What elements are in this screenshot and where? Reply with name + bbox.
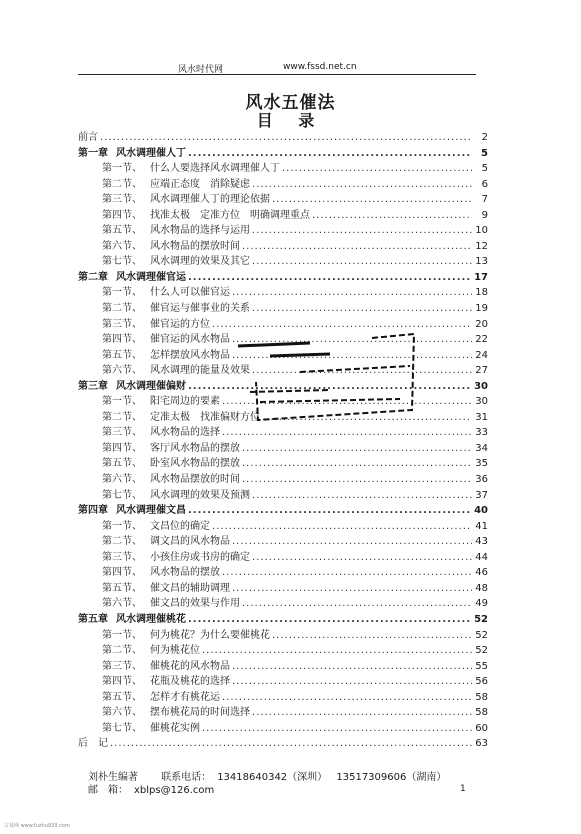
toc-row-section xyxy=(78,208,488,224)
toc-number: 第四章 xyxy=(78,505,108,517)
toc-page-number: 49 xyxy=(475,598,488,610)
toc-leader-dots xyxy=(312,208,472,224)
toc-row-section xyxy=(78,192,488,208)
toc-title: 应端正态度 消除疑虑 xyxy=(150,178,250,190)
toc-title: 风水物品的摆放 xyxy=(150,567,220,579)
toc-page-number: 9 xyxy=(481,209,488,221)
toc-title: 催桃花实例 xyxy=(150,722,200,734)
toc-number: 第四节、 xyxy=(102,567,142,579)
toc-row-section xyxy=(78,534,488,550)
toc-row-section xyxy=(78,161,488,177)
toc-page-number: 37 xyxy=(475,489,488,501)
toc-row-section xyxy=(78,177,488,193)
toc-leader-dots xyxy=(110,736,472,752)
running-header xyxy=(78,62,476,75)
email-address: xblps@126.com xyxy=(134,785,215,796)
toc-leader-dots xyxy=(212,519,472,535)
toc-leader-dots xyxy=(272,628,472,644)
toc-leader-dots xyxy=(252,550,472,566)
toc-row-section xyxy=(78,285,488,301)
toc-page-number: 35 xyxy=(475,458,488,470)
toc-number: 第七节、 xyxy=(102,489,142,501)
toc-row-chapter xyxy=(78,379,488,395)
toc-row-section xyxy=(78,348,488,364)
toc-title: 催官运的方位 xyxy=(150,318,210,330)
toc-row-section xyxy=(78,628,488,644)
toc-number: 第三节、 xyxy=(102,194,142,206)
toc-title: 什么人要选择风水调理催人丁 xyxy=(150,163,280,175)
toc-row-section xyxy=(78,456,488,472)
toc-row-section xyxy=(78,332,488,348)
toc-row-section xyxy=(78,317,488,333)
toc-leader-dots xyxy=(252,363,472,379)
footer-email-line xyxy=(88,781,220,796)
toc-title: 前言 xyxy=(78,132,98,143)
toc-row-section xyxy=(78,519,488,535)
toc-number: 第二章 xyxy=(78,271,108,283)
toc-title: 风水调理催偏财 xyxy=(116,380,186,392)
toc-title: 风水调理催人丁的理论依据 xyxy=(150,194,270,206)
toc-number: 第六节、 xyxy=(102,707,142,719)
toc-title: 催官运与催事业的关系 xyxy=(150,303,250,315)
toc-number: 第三节、 xyxy=(102,318,142,330)
toc-page-number: 43 xyxy=(475,536,488,548)
toc-page-number: 60 xyxy=(475,722,488,734)
toc-leader-dots xyxy=(222,394,472,410)
toc-leader-dots xyxy=(100,130,472,146)
email-label: 邮 箱： xyxy=(88,785,128,796)
toc-page-number: 58 xyxy=(475,691,488,703)
phone-hunan: 13517309606（湖南） xyxy=(336,772,447,783)
toc-page-number: 40 xyxy=(474,505,488,517)
toc-number: 第二节、 xyxy=(102,645,142,657)
toc-page-number: 27 xyxy=(475,365,488,377)
toc-page-number: 36 xyxy=(475,474,488,486)
toc-leader-dots xyxy=(188,379,472,395)
toc-page-number: 18 xyxy=(475,287,488,299)
toc-row-chapter xyxy=(78,270,488,286)
toc-number: 第六节、 xyxy=(102,598,142,610)
toc-leader-dots xyxy=(252,488,472,504)
toc-number: 第四节、 xyxy=(102,334,142,346)
toc-number: 第三节、 xyxy=(102,660,142,672)
toc-page-number: 44 xyxy=(475,551,488,563)
toc-row-section xyxy=(78,690,488,706)
site-url: www.fssd.net.cn xyxy=(283,62,357,72)
toc-number: 第一节、 xyxy=(102,163,142,175)
toc-leader-dots xyxy=(252,254,472,270)
toc-number: 第三节、 xyxy=(102,427,142,439)
toc-number: 第三章 xyxy=(78,380,108,392)
phone-label: 联系电话： xyxy=(161,772,212,783)
toc-row-section xyxy=(78,410,488,426)
toc-leader-dots xyxy=(282,161,472,177)
toc-leader-dots xyxy=(242,472,472,488)
toc-title: 风水物品的选择与运用 xyxy=(150,225,250,237)
site-name: 风水时代网 xyxy=(178,65,224,75)
toc-title: 花瓶及桃花的选择 xyxy=(150,676,230,688)
toc-title: 风水调理的效果及其它 xyxy=(150,256,250,268)
toc-page-number: 52 xyxy=(475,645,488,657)
toc-leader-dots xyxy=(188,146,472,162)
toc-leader-dots xyxy=(232,332,472,348)
toc-title: 风水调理的能量及效果 xyxy=(150,365,250,377)
toc-row-section xyxy=(78,441,488,457)
toc-title: 催文昌的辅助调理 xyxy=(150,582,230,594)
toc-row-preface xyxy=(78,130,488,146)
toc-number: 第六节、 xyxy=(102,474,142,486)
toc-row-section xyxy=(78,705,488,721)
toc-title: 风水物品的选择 xyxy=(150,427,220,439)
toc-number: 第三节、 xyxy=(102,551,142,563)
toc-number: 第二节、 xyxy=(102,303,142,315)
toc-row-section xyxy=(78,472,488,488)
toc-page-number: 13 xyxy=(475,256,488,268)
toc-number: 第一章 xyxy=(78,147,108,159)
toc-page-number: 19 xyxy=(475,303,488,315)
toc-title: 摆布桃花局的时间选择 xyxy=(150,707,250,719)
toc-row-section xyxy=(78,363,488,379)
toc-leader-dots xyxy=(252,301,472,317)
toc-title: 卧室风水物品的摆放 xyxy=(150,458,240,470)
toc-title: 催桃花的风水物品 xyxy=(150,660,230,672)
toc-leader-dots xyxy=(202,721,472,737)
toc-title: 调文昌的风水物品 xyxy=(150,536,230,548)
toc-title: 催官运的风水物品 xyxy=(150,334,230,346)
toc-page-number: 58 xyxy=(475,707,488,719)
toc-title: 风水调理催文昌 xyxy=(116,505,186,517)
toc-page-number: 10 xyxy=(475,225,488,237)
toc-number: 第六节、 xyxy=(102,240,142,252)
toc-leader-dots xyxy=(222,565,472,581)
toc-number: 第二节、 xyxy=(102,178,142,190)
toc-row-section xyxy=(78,488,488,504)
toc-number: 第二节、 xyxy=(102,411,142,423)
toc-number: 第五节、 xyxy=(102,225,142,237)
toc-row-section xyxy=(78,721,488,737)
toc-page-number: 30 xyxy=(475,396,488,408)
toc-title: 风水调理催官运 xyxy=(116,271,186,283)
toc-page-number: 41 xyxy=(475,520,488,532)
toc-title: 催文昌的效果与作用 xyxy=(150,598,240,610)
toc-leader-dots xyxy=(252,177,472,193)
toc-page-number: 52 xyxy=(475,629,488,641)
toc-number: 第四节、 xyxy=(102,442,142,454)
toc-page-number: 33 xyxy=(475,427,488,439)
toc-leader-dots xyxy=(232,581,472,597)
toc-leader-dots xyxy=(232,348,472,364)
toc-title: 客厅风水物品的摆放 xyxy=(150,442,240,454)
toc-number: 第七节、 xyxy=(102,256,142,268)
toc-number: 第七节、 xyxy=(102,722,142,734)
toc-number: 第一节、 xyxy=(102,396,142,408)
toc-number: 第五节、 xyxy=(102,458,142,470)
toc-page-number: 46 xyxy=(475,567,488,579)
toc-leader-dots xyxy=(222,425,472,441)
toc-title: 找准太极 定准方位 明确调理重点 xyxy=(150,209,310,221)
toc-row-section xyxy=(78,674,488,690)
toc-row-section xyxy=(78,301,488,317)
toc-page-number: 22 xyxy=(475,334,488,346)
toc-leader-dots xyxy=(188,270,472,286)
toc-leader-dots xyxy=(252,705,472,721)
toc-row-chapter xyxy=(78,146,488,162)
toc-page-number: 63 xyxy=(475,738,488,750)
toc-row-section xyxy=(78,550,488,566)
toc-page-number: 48 xyxy=(475,582,488,594)
toc-number: 第四节、 xyxy=(102,676,142,688)
toc-number: 第四节、 xyxy=(102,209,142,221)
toc-title: 怎样才有桃花运 xyxy=(150,691,220,703)
toc-leader-dots xyxy=(222,690,472,706)
toc-leader-dots xyxy=(242,596,472,612)
toc-leader-dots xyxy=(212,317,472,333)
toc-row-section xyxy=(78,254,488,270)
toc-title: 定准太极 找准偏财方位 xyxy=(150,411,260,423)
toc-row-section xyxy=(78,394,488,410)
toc-row-afterword xyxy=(78,736,488,752)
table-of-contents xyxy=(78,130,488,752)
toc-title: 文昌位的确定 xyxy=(150,520,210,532)
toc-page-number: 34 xyxy=(475,442,488,454)
toc-title: 何为桃花位 xyxy=(150,645,200,657)
toc-row-section xyxy=(78,581,488,597)
toc-leader-dots xyxy=(232,659,472,675)
toc-page-number: 30 xyxy=(474,380,488,392)
toc-leader-dots xyxy=(242,441,472,457)
toc-heading: 目 录 xyxy=(256,111,325,130)
toc-row-section xyxy=(78,565,488,581)
toc-number: 第五节、 xyxy=(102,691,142,703)
toc-title: 风水调理催人丁 xyxy=(116,147,186,159)
toc-leader-dots xyxy=(232,534,472,550)
toc-page-number: 17 xyxy=(474,271,488,283)
toc-page-number: 52 xyxy=(474,613,488,625)
toc-page-number: 12 xyxy=(475,240,488,252)
toc-title: 怎样摆放风水物品 xyxy=(150,349,230,361)
toc-title: 风水物品的摆放时间 xyxy=(150,240,240,252)
toc-leader-dots xyxy=(242,456,472,472)
toc-page-number: 55 xyxy=(475,660,488,672)
toc-leader-dots xyxy=(188,612,472,628)
toc-page-number: 7 xyxy=(481,194,488,206)
toc-page-number: 56 xyxy=(475,676,488,688)
toc-leader-dots xyxy=(188,503,472,519)
toc-page-number: 6 xyxy=(481,178,488,190)
toc-page-number: 20 xyxy=(475,318,488,330)
toc-row-section xyxy=(78,223,488,239)
toc-page-number: 5 xyxy=(481,147,488,159)
toc-row-section xyxy=(78,659,488,675)
toc-title: 后 记 xyxy=(78,738,108,750)
toc-page-number: 5 xyxy=(481,163,488,175)
toc-title: 何为桃花？为什么要催桃花 xyxy=(150,629,270,641)
toc-leader-dots xyxy=(232,674,472,690)
site-watermark: 古易网 www.fuzhu933.com xyxy=(4,823,70,829)
toc-title: 风水物品摆放的时间 xyxy=(150,474,240,486)
phone-shenzhen: 13418640342（深圳） xyxy=(217,772,328,783)
toc-row-chapter xyxy=(78,612,488,628)
toc-number: 第六节、 xyxy=(102,365,142,377)
toc-number: 第一节、 xyxy=(102,520,142,532)
toc-leader-dots xyxy=(242,239,472,255)
toc-row-section xyxy=(78,596,488,612)
author: 刘朴生编著 xyxy=(88,772,138,783)
toc-number: 第一节、 xyxy=(102,629,142,641)
toc-row-section xyxy=(78,643,488,659)
toc-leader-dots xyxy=(202,643,472,659)
toc-number: 第五节、 xyxy=(102,582,142,594)
book-title: 风水五催法 xyxy=(245,93,336,113)
toc-title: 风水调理催桃花 xyxy=(116,613,186,625)
toc-number: 第一节、 xyxy=(102,287,142,299)
toc-row-chapter xyxy=(78,503,488,519)
toc-number: 第二节、 xyxy=(102,536,142,548)
toc-page-number: 24 xyxy=(475,349,488,361)
page-number: 1 xyxy=(460,784,466,794)
toc-leader-dots xyxy=(262,410,472,426)
toc-title: 阳宅周边的要素 xyxy=(150,396,220,408)
toc-title: 风水调理的效果及预测 xyxy=(150,489,250,501)
toc-row-section xyxy=(78,425,488,441)
toc-title: 什么人可以催官运 xyxy=(150,287,230,299)
toc-leader-dots xyxy=(272,192,472,208)
toc-number: 第五节、 xyxy=(102,349,142,361)
toc-leader-dots xyxy=(252,223,472,239)
toc-number: 第五章 xyxy=(78,613,108,625)
toc-row-section xyxy=(78,239,488,255)
toc-page-number: 2 xyxy=(481,132,488,143)
toc-page-number: 31 xyxy=(475,411,488,423)
toc-leader-dots xyxy=(232,285,472,301)
toc-title: 小孩住房或书房的确定 xyxy=(150,551,250,563)
